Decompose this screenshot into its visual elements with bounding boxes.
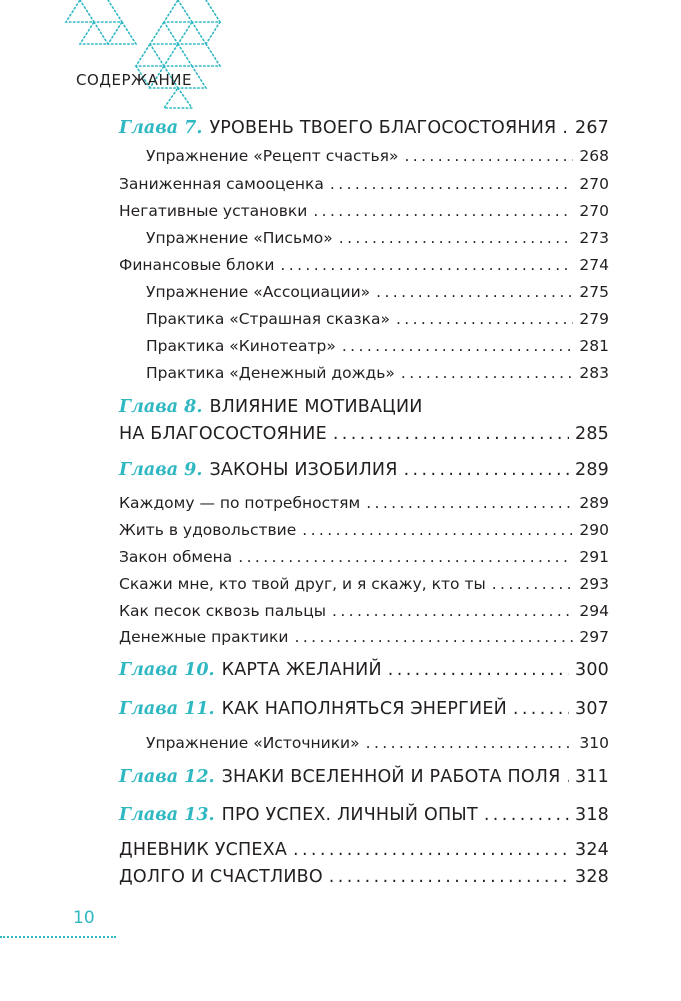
toc-title: Негативные установки: [119, 202, 308, 220]
toc-entry: [119, 460, 609, 480]
dot-leader: [396, 309, 573, 329]
toc-title: Заниженная самооценка: [119, 175, 324, 193]
toc-title: Практика «Страшная сказка»: [146, 310, 390, 328]
toc-entry: [119, 397, 609, 417]
toc-title: ЗНАКИ ВСЕЛЕННОЙ И РАБОТА ПОЛЯ: [221, 767, 561, 787]
toc-title: Скажи мне, кто твой друг, и я скажу, кто ты: [119, 575, 486, 593]
toc-page-number: 324: [574, 840, 609, 860]
page-header: СОДЕРЖАНИЕ: [76, 71, 192, 89]
toc-entry: [119, 520, 609, 540]
toc-entry: [119, 805, 609, 825]
toc-page-number: 281: [579, 337, 609, 355]
toc-page-number: 279: [579, 310, 609, 328]
toc-page-number: 297: [579, 628, 609, 646]
toc-title: Денежные практики: [119, 628, 289, 646]
dot-leader: [562, 118, 569, 138]
toc-title: Упражнение «Ассоциации»: [146, 283, 371, 301]
toc-page-number: 300: [574, 660, 609, 680]
toc-entry: [146, 733, 609, 753]
toc-page-number: 289: [574, 460, 609, 480]
toc-title: Каждому — по потребностям: [119, 494, 361, 512]
toc-title: УРОВЕНЬ ТВОЕГО БЛАГОСОСТОЯНИЯ: [209, 118, 557, 138]
toc-title: Упражнение «Источники»: [146, 734, 360, 752]
dot-leader: [366, 733, 574, 753]
toc-page-number: 274: [579, 256, 609, 274]
dot-leader: [329, 867, 569, 887]
dot-leader: [366, 493, 573, 513]
toc-title: Практика «Кинотеатр»: [146, 337, 336, 355]
dot-leader: [238, 547, 573, 567]
toc-page-number: 270: [579, 202, 609, 220]
dot-leader: [332, 601, 573, 621]
toc-entry: [119, 574, 609, 594]
chapter-label: Глава 9.: [119, 460, 203, 480]
toc-title: Жить в удовольствие: [119, 521, 297, 539]
dot-leader: [342, 336, 574, 356]
toc-page-number: 289: [579, 494, 609, 512]
dot-leader: [388, 660, 569, 680]
toc-entry: [146, 309, 609, 329]
dot-leader: [295, 627, 574, 647]
toc-page-number: 318: [574, 805, 609, 825]
dot-leader: [484, 805, 569, 825]
toc-page-number: 293: [579, 575, 609, 593]
dot-leader: [302, 520, 573, 540]
toc-title: Закон обмена: [119, 548, 233, 566]
toc-entry: [119, 840, 609, 860]
toc-page-number: 275: [579, 283, 609, 301]
toc-title: Как песок сквозь пальцы: [119, 602, 327, 620]
toc-entry: [119, 767, 609, 787]
toc-title: Практика «Денежный дождь»: [146, 364, 395, 382]
toc-page-number: 285: [574, 424, 609, 444]
footer-dotted-rule: [0, 936, 116, 938]
triangle-lattice-icon: [60, 0, 230, 110]
toc-entry: [119, 699, 609, 719]
toc-title: НА БЛАГОСОСТОЯНИЕ: [119, 424, 327, 444]
dot-leader: [333, 424, 569, 444]
dot-leader: [330, 174, 573, 194]
toc-entry: [119, 118, 609, 138]
toc-entry: [146, 282, 609, 302]
toc-page-number: 273: [579, 229, 609, 247]
toc-title: ВЛИЯНИЕ МОТИВАЦИИ: [209, 397, 423, 417]
toc-title: Упражнение «Письмо»: [146, 229, 333, 247]
dot-leader: [376, 282, 573, 302]
dot-leader: [339, 228, 574, 248]
toc-entry: [119, 493, 609, 513]
toc-page-number: 290: [579, 521, 609, 539]
toc-page-number: 311: [574, 767, 609, 787]
toc-title: ДОЛГО И СЧАСТЛИВО: [119, 867, 323, 887]
toc-entry: [146, 336, 609, 356]
dot-leader: [567, 767, 569, 787]
toc-title: Упражнение «Рецепт счастья»: [146, 147, 399, 165]
dot-leader: [313, 201, 573, 221]
chapter-label: Глава 13.: [119, 805, 215, 825]
toc-title: Финансовые блоки: [119, 256, 275, 274]
toc-page-number: 267: [574, 118, 609, 138]
dot-leader: [280, 255, 573, 275]
dot-leader: [293, 840, 569, 860]
toc-title: ПРО УСПЕХ. ЛИЧНЫЙ ОПЫТ: [221, 805, 478, 825]
toc-entry: [119, 174, 609, 194]
toc-title: ЗАКОНЫ ИЗОБИЛИЯ: [209, 460, 398, 480]
toc-entry: [119, 201, 609, 221]
toc-title: КАРТА ЖЕЛАНИЙ: [221, 660, 382, 680]
page-number: 10: [73, 908, 95, 928]
toc-page-number: 268: [579, 147, 609, 165]
chapter-label: Глава 11.: [119, 699, 215, 719]
chapter-label: Глава 8.: [119, 397, 203, 417]
toc-entry: [119, 867, 609, 887]
toc-entry: [119, 627, 609, 647]
toc-entry: [119, 547, 609, 567]
toc-entry: [119, 601, 609, 621]
dot-leader: [404, 146, 573, 166]
toc-page-number: 307: [574, 699, 609, 719]
toc-page-number: 270: [579, 175, 609, 193]
toc-entry: [146, 228, 609, 248]
toc-entry: [119, 255, 609, 275]
toc-page-number: 310: [579, 734, 609, 752]
toc-page-number: 291: [579, 548, 609, 566]
toc-page-number: 328: [574, 867, 609, 887]
chapter-label: Глава 7.: [119, 118, 203, 138]
toc-page-number: 283: [579, 364, 609, 382]
chapter-label: Глава 12.: [119, 767, 215, 787]
toc-title: КАК НАПОЛНЯТЬСЯ ЭНЕРГИЕЙ: [221, 699, 507, 719]
dot-leader: [513, 699, 569, 719]
toc-entry: [146, 146, 609, 166]
toc-page-number: 294: [579, 602, 609, 620]
toc-entry: [146, 363, 609, 383]
dot-leader: [404, 460, 569, 480]
dot-leader: [492, 574, 574, 594]
chapter-label: Глава 10.: [119, 660, 215, 680]
toc-entry: [119, 660, 609, 680]
toc-entry: [119, 424, 609, 444]
toc-title: ДНЕВНИК УСПЕХА: [119, 840, 287, 860]
dot-leader: [401, 363, 574, 383]
